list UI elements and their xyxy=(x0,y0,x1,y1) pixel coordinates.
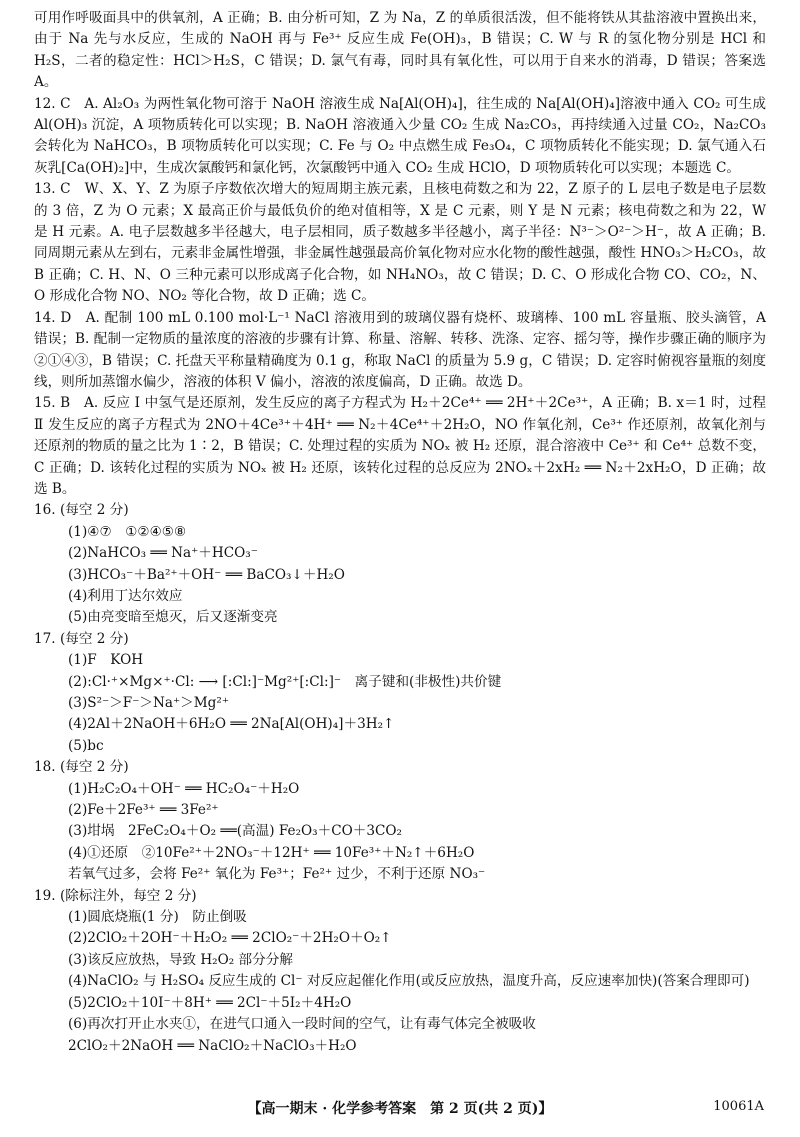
text-line: 19. (除标注外，每空 2 分) xyxy=(34,887,197,904)
text-line: 12. C A. Al₂O₃ 为两性氧化物可溶于 NaOH 溶液生成 Na[Al(OH)₄]，往生成的 Na[Al(OH)₄]溶液中通入 CO₂ 可生成 Al(OH)₃ 沉淀，A 项物质转化可以实现；B. NaOH 溶液通入少量 CO₂ 生成 Na₂CO₃，再持续通入过量 CO₂，Na₂CO₃ 会转化为 NaHCO₃，B 项物质转化可以实现；C. Fe 与 O₂ 中点燃生成 Fe₃O₄，C 项物质转化不能实现；D. 氯气通入石灰乳[Ca(OH)₂]中，生成次氯酸钙和氯化钙，次氯酸钙中通入 CO₂ 生成 HClO，D 项物质转化可以实现；本题选 C。 xyxy=(34,95,766,176)
text-line: (1)H₂C₂O₄＋OH⁻ ══ HC₂O₄⁻＋H₂O xyxy=(68,780,300,797)
text-line: (2)2ClO₂＋2OH⁻＋H₂O₂ ══ 2ClO₂⁻＋2H₂O＋O₂↑ xyxy=(68,930,392,947)
text-line: 17. (每空 2 分) xyxy=(34,630,129,647)
text-line: 13. C W、X、Y、Z 为原子序数依次增大的短周期主族元素，且核电荷数之和为 22，Z 原子的 L 层电子数是电子层数的 3 倍，Z 为 O 元素；X 最高正价与最低负价的绝对值相等，X 是 C 元素，则 Y 是 N 元素；核电荷数之和为 22，W 是 H 元素。A. 电子层数越多半径越大，电子层相同，质子数越多半径越小，离子半径：N³⁻＞O²⁻＞H⁻，故 A 正确；B. 同周期元素从左到右，元素非金属性增强，非金属性越强最高价氧化物对应水化物的酸性越强，酸性 HNO₃＞H₂CO₃，故 B 正确；C. H、N、O 三种元素可以形成离子化合物，如 NH₄NO₃，故 C 错误；D. C、O 形成化合物 CO、CO₂，N、O 形成化合物 NO、NO₂ 等化合物，故 D 正确；选 C。 xyxy=(34,181,766,305)
text-line: 16. (每空 2 分) xyxy=(34,502,129,519)
text-line: 15. B A. 反应 Ⅰ 中氢气是还原剂，发生反应的离子方程式为 H₂＋2Ce⁴⁺ ══ 2H⁺＋2Ce³⁺，A 正确；B. x＝1 时，过程 Ⅱ 发生反应的离子方程式为 2NO＋4Ce³⁺＋4H⁺ ══ N₂＋4Ce⁴⁺＋2H₂O，NO 作氧化剂，Ce³⁺ 作还原剂，故氧化剂与还原剂的物质的量之比为 1∶2，B 错误；C. 处理过程的实质为 NOₓ 被 H₂ 还原，混合溶液中 Ce³⁺ 和 Ce⁴⁺ 总数不变，C 正确；D. 该转化过程的实质为 NOₓ 被 H₂ 还原，该转化过程的总反应为 2NOₓ＋2xH₂ ══ N₂＋2xH₂O，D 正确；故选 B。 xyxy=(34,395,766,497)
text-line: (3)坩埚 2FeC₂O₄＋O₂ ══(高温) Fe₂O₃＋CO＋3CO₂ xyxy=(68,823,403,840)
answer-content xyxy=(34,8,766,1057)
text-line: 若氧气过多，会将 Fe²⁺ 氧化为 Fe³⁺；Fe²⁺ 过少，不利于还原 NO₃⁻ xyxy=(68,866,486,883)
text-line: (5)由亮变暗至熄灭，后又逐渐变亮 xyxy=(68,609,278,626)
text-line: (3)S²⁻＞F⁻＞Na⁺＞Mg²⁺ xyxy=(68,695,230,711)
text-line: (3)HCO₃⁻＋Ba²⁺＋OH⁻ ══ BaCO₃↓＋H₂O xyxy=(68,566,345,583)
text-line: (2)NaHCO₃ ══ Na⁺＋HCO₃⁻ xyxy=(68,545,258,562)
text-line: 2ClO₂＋2NaOH ══ NaClO₂＋NaClO₃＋H₂O xyxy=(68,1037,357,1054)
text-line: 14. D A. 配制 100 mL 0.100 mol·L⁻¹ NaCl 溶液用到的玻璃仪器有烧杯、玻璃棒、100 mL 容量瓶、胶头滴管，A 错误；B. 配制一定物质的量浓度的溶液的步骤有计算、称量、溶解、转移、洗涤、定容、摇匀等，操作步骤正确的顺序为②①④③，B 错误；C. 托盘天平称量精确度为 0.1 g，称取 NaCl 的质量为 5.9 g，C 错误；D. 定容时俯视容量瓶的刻度线，则所加蒸馏水偏少，溶液的体积 V 偏小，溶液的浓度偏高，D 正确。故选 D。 xyxy=(34,309,766,390)
text-line: (3)该反应放热，导致 H₂O₂ 部分分解 xyxy=(68,951,293,968)
text-line: (4)①还原 ②10Fe²⁺＋2NO₃⁻＋12H⁺ ══ 10Fe³⁺＋N₂↑＋6H₂O xyxy=(68,844,475,861)
text-line: (5)2ClO₂＋10I⁻＋8H⁺ ══ 2Cl⁻＋5I₂＋4H₂O xyxy=(68,994,352,1011)
text-line: 18. (每空 2 分) xyxy=(34,759,129,776)
text-line: (2):Cl·⁺×Mg×⁺·Cl: ⟶ [:Cl:]⁻Mg²⁺[:Cl:]⁻ 离子键和(非极性)共价键 xyxy=(68,673,502,690)
text-line: (1)F KOH xyxy=(68,652,144,669)
page-footer: 【高一期末 · 化学参考答案 第 2 页(共 2 页)】 xyxy=(247,1101,553,1117)
text-line: (4)NaClO₂ 与 H₂SO₄ 反应生成的 Cl⁻ 对反应起催化作用(或反应放热，温度升高，反应速率加快)(答案合理即可) xyxy=(68,973,750,990)
text-line: (5)bc xyxy=(68,737,104,754)
text-line: 可用作呼吸面具中的供氧剂，A 正确；B. 由分析可知，Z 为 Na，Z 的单质很活泼，但不能将铁从其盐溶液中置换出来，由于 Na 先与水反应，生成的 NaOH 再与 Fe³⁺ 反应生成 Fe(OH)₃，B 错误；C. W 与 R 的氢化物分别是 HCl 和 H₂S，二者的稳定性：HCl＞H₂S，C 错误；D. 氯气有毒，同时具有氧化性，可以用于自来水的消毒，D 错误；答案选 A。 xyxy=(34,10,766,91)
text-line: (4)利用丁达尔效应 xyxy=(68,587,183,604)
text-line: (1)圆底烧瓶(1 分) 防止倒吸 xyxy=(68,909,247,926)
text-line: (2)Fe＋2Fe³⁺ ══ 3Fe²⁺ xyxy=(68,802,219,819)
document-code: 10061A xyxy=(713,1099,764,1114)
text-line: (6)再次打开止水夹①，在进气口通入一段时间的空气，让有毒气体完全被吸收 xyxy=(68,1016,536,1033)
text-line: (1)④⑦ ①②④⑤⑧ xyxy=(68,523,187,540)
text-line: (4)2Al＋2NaOH＋6H₂O ══ 2Na[Al(OH)₄]＋3H₂↑ xyxy=(68,716,395,733)
